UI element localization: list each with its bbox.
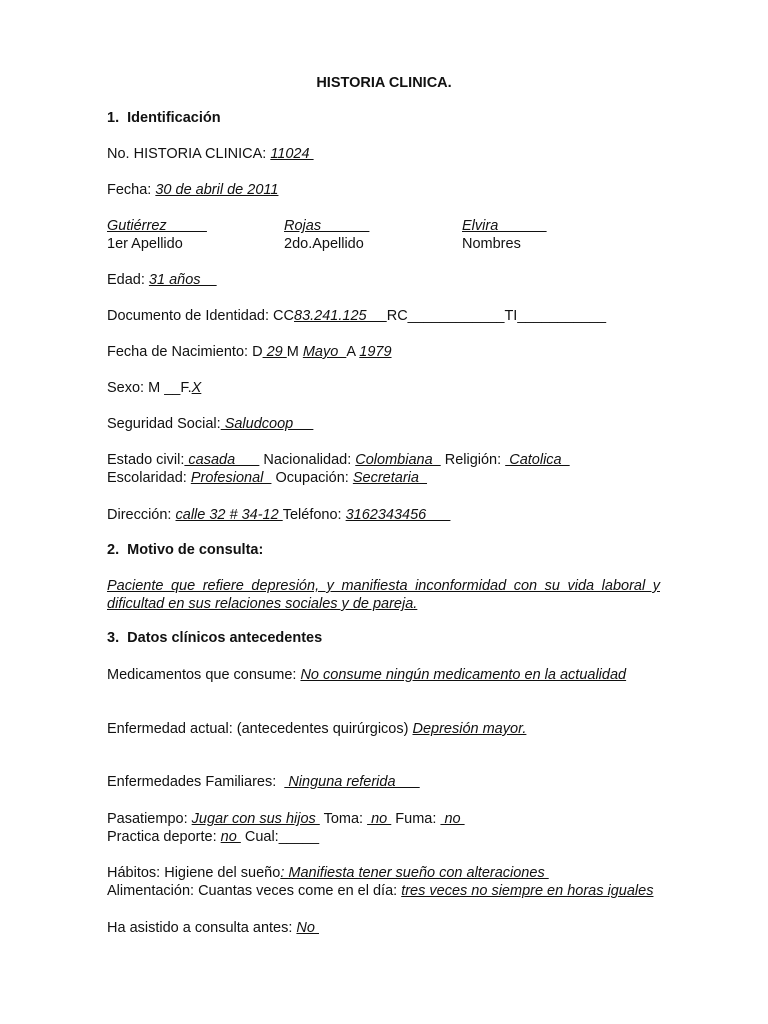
documento-label: Documento de Identidad: CC	[107, 308, 294, 324]
enfermedad-actual-label: Enfermedad actual: (antecedentes quirúrgicos)	[107, 721, 413, 737]
apellido2-value-text: Rojas	[284, 218, 370, 234]
sexo-row	[107, 379, 201, 397]
apellido1-value	[107, 217, 207, 235]
alimentacion-row	[107, 882, 660, 900]
documento-row	[107, 307, 606, 325]
direccion-value: calle 32 # 34-12	[175, 507, 283, 523]
section-3-title: Datos clínicos antecedentes	[127, 630, 323, 646]
section-2-heading	[107, 541, 263, 559]
apellido1-label: 1er Apellido	[107, 236, 183, 252]
section-3-number: 3.	[107, 630, 120, 646]
pasatiempo-row	[107, 810, 465, 828]
nombres-value-text: Elvira	[462, 218, 547, 234]
estado-civil-row	[107, 451, 570, 469]
section-3-heading	[107, 629, 322, 647]
documento-rc-label: RC	[386, 308, 408, 324]
apellido2-value	[284, 217, 369, 235]
nacimiento-day: 29	[262, 344, 287, 360]
enfermedades-familiares-label: Enfermedades Familiares:	[107, 774, 285, 790]
section-2-number: 2.	[107, 542, 120, 558]
nacimiento-month: Mayo	[302, 344, 347, 360]
escolaridad-value: Profesional	[190, 470, 272, 486]
medicamentos-label: Medicamentos que consume:	[107, 667, 301, 683]
toma-label: Toma:	[319, 811, 368, 827]
consulta-antes-row	[107, 919, 319, 937]
historia-number-value: 11024	[270, 146, 314, 162]
sexo-f-value: X	[191, 380, 202, 396]
estado-civil-label: Estado civil:	[107, 452, 185, 468]
nacimiento-year: 1979	[359, 344, 392, 360]
fecha-value: 30 de abril de 2011	[155, 182, 279, 198]
documento-rc-blank: ____________	[407, 308, 505, 324]
motivo-consulta-text: Paciente que refiere depresión, y manifiesta inconformidad con su vida laboral y dificultad en sus relaciones sociales y de pareja.	[107, 578, 660, 612]
documento-ti-label: TI	[504, 308, 518, 324]
sexo-label: Sexo: M	[107, 380, 165, 396]
cual-blank: _____	[278, 829, 320, 845]
direccion-row	[107, 506, 450, 524]
section-1-title: Identificación	[127, 110, 221, 126]
escolaridad-label: Escolaridad:	[107, 470, 191, 486]
edad-value: 31 años	[148, 272, 217, 288]
apellido1-value-text: Gutiérrez	[107, 218, 207, 234]
historia-number-label: No. HISTORIA CLINICA:	[107, 146, 271, 162]
habitos-value: : Manifiesta tener sueño con alteraciones	[280, 865, 549, 881]
toma-value: no	[367, 811, 392, 827]
pasatiempo-label: Pasatiempo:	[107, 811, 192, 827]
seguridad-social-value: Saludcoop	[220, 416, 314, 432]
pasatiempo-value: Jugar con sus hijos	[191, 811, 320, 827]
deporte-value: no	[220, 829, 241, 845]
nombres-label: Nombres	[462, 236, 521, 252]
habitos-row	[107, 864, 549, 882]
habitos-label: Hábitos: Higiene del sueño	[107, 865, 281, 881]
cual-label: Cual:	[240, 829, 279, 845]
edad-label: Edad:	[107, 272, 149, 288]
alimentacion-value: tres veces no siempre en horas iguales	[401, 883, 654, 899]
nacimiento-year-label: A	[346, 344, 360, 360]
nacionalidad-label: Nacionalidad:	[259, 452, 356, 468]
enfermedad-actual-value: Depresión mayor.	[412, 721, 527, 737]
nacionalidad-value: Colombiana	[355, 452, 441, 468]
medicamentos-value: No consume ningún medicamento en la actualidad	[300, 667, 627, 683]
sexo-f-label: F.	[180, 380, 192, 396]
telefono-value: 3162343456	[345, 507, 451, 523]
alimentacion-label: Alimentación: Cuantas veces come en el día:	[107, 883, 402, 899]
direccion-label: Dirección:	[107, 507, 176, 523]
religion-label: Religión:	[440, 452, 506, 468]
fuma-label: Fuma:	[391, 811, 441, 827]
enfermedades-familiares-value: Ninguna referida	[284, 774, 420, 790]
deporte-row	[107, 828, 319, 846]
document-title: HISTORIA CLINICA.	[316, 75, 452, 91]
apellido2-label: 2do.Apellido	[284, 236, 364, 252]
religion-value: Catolica	[505, 452, 570, 468]
fecha-row	[107, 181, 278, 199]
historia-number-row	[107, 145, 314, 163]
fuma-value: no	[440, 811, 465, 827]
seguridad-social-label: Seguridad Social:	[107, 416, 221, 432]
documento-ti-blank: ___________	[517, 308, 607, 324]
deporte-label: Practica deporte:	[107, 829, 221, 845]
consulta-antes-label: Ha asistido a consulta antes:	[107, 920, 297, 936]
nombres-value	[462, 217, 547, 235]
section-2-title: Motivo de consulta:	[127, 542, 264, 558]
nacimiento-row	[107, 343, 392, 361]
consulta-antes-value: No	[296, 920, 319, 936]
medicamentos-row	[107, 666, 660, 684]
fecha-label: Fecha:	[107, 182, 156, 198]
enfermedades-familiares-row	[107, 773, 420, 791]
estado-civil-value: casada	[184, 452, 260, 468]
edad-row	[107, 271, 217, 289]
sexo-m-blank: __	[164, 380, 181, 396]
ocupacion-label: Ocupación:	[271, 470, 353, 486]
telefono-label: Teléfono:	[282, 507, 346, 523]
section-1-heading	[107, 109, 221, 127]
section-1-number: 1.	[107, 110, 120, 126]
ocupacion-value: Secretaria	[352, 470, 428, 486]
documento-cc-value: 83.241.125	[294, 308, 387, 324]
nacimiento-month-label: M	[286, 344, 303, 360]
escolaridad-row	[107, 469, 427, 487]
nacimiento-label: Fecha de Nacimiento: D	[107, 344, 263, 360]
seguridad-social-row	[107, 415, 313, 433]
enfermedad-actual-row	[107, 720, 526, 738]
